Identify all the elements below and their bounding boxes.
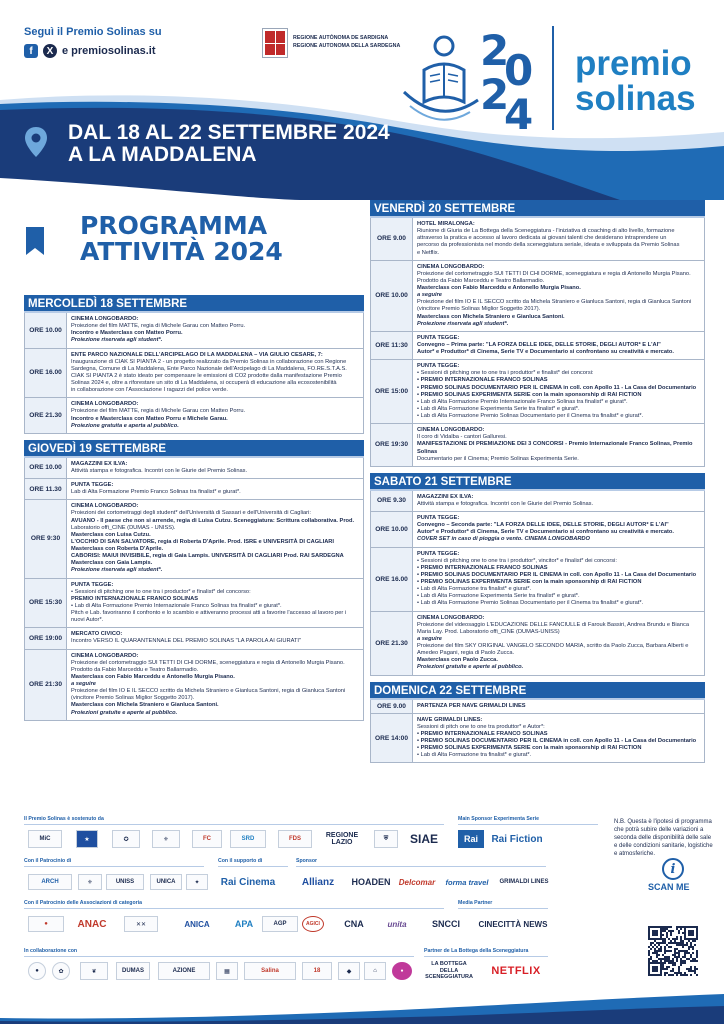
region-name-sardinian: REGIONE AUTÒNOMA DE SARDIGNA bbox=[293, 35, 389, 42]
logo-crest: ⚜ bbox=[152, 830, 180, 848]
program-disclaimer: N.B. Questa è l'ipotesi di programma che potrà subire delle variazioni a seconda delle disponibilità delle sale e delle condizioni sanitarie, logistiche e atmosferiche. bbox=[614, 819, 713, 858]
event-line: • Lab di Alta Formazione Premio Internazionale Franco Solinas tra finalist* e giurat*. bbox=[417, 398, 628, 405]
brand-divider bbox=[552, 26, 554, 130]
event-description bbox=[67, 458, 251, 478]
event-line: Riunione di Giuria de La Bottega della Sceneggiatura - l'iniziativa di coaching di alto livello, formazione bbox=[417, 228, 675, 235]
logo-anica: ANICA bbox=[184, 919, 210, 929]
logo-film-commission: FC bbox=[192, 830, 222, 848]
event-description bbox=[413, 491, 597, 511]
event-line: CABORISI: MAIUI INVISIBILE, regia di Gaia Lampis. UNIVERSITÀ DI CAGLIARI Prod. RAI SARDEGNA bbox=[71, 553, 344, 560]
event-line: MAGAZZINI EX ILVA: bbox=[417, 493, 474, 500]
event-line: Attività stampa e fotografica. Incontri con le Giurie del Premio Solinas. bbox=[71, 467, 248, 474]
schedule-row bbox=[370, 360, 705, 424]
event-line: Masterclass con Gaia Lampis. bbox=[71, 560, 153, 567]
event-time: ORE 9:30 bbox=[25, 500, 67, 577]
schedule-row bbox=[24, 398, 364, 434]
logo-patrocinio-3: UNISS bbox=[106, 874, 144, 890]
logo-cinecitta-news: CINECITTÀ NEWS bbox=[478, 919, 548, 929]
event-line: PARTENZA PER NAVE GRIMALDI LINES bbox=[417, 702, 526, 709]
event-time: ORE 9.30 bbox=[371, 491, 413, 511]
event-line: Laboratorio offi_CINE (DUMAS - UNISS). bbox=[71, 524, 176, 531]
event-description bbox=[67, 479, 245, 499]
day-block bbox=[370, 682, 705, 764]
schedule-row bbox=[24, 349, 364, 399]
social-links bbox=[24, 44, 156, 58]
year-digit: 0 bbox=[504, 46, 534, 95]
event-time: ORE 11.30 bbox=[25, 479, 67, 499]
event-time: ORE 10.00 bbox=[25, 458, 67, 478]
event-line: Inaugurazione di CIAK SI PIANTA 2 - un progetto realizzato da Premio Solinas in collaborazione con Regione bbox=[71, 358, 347, 365]
event-line: MANIFESTAZIONE DI PREMIAZIONE DEI 3 CONCORSI - Premio Internazionale Franco Solinas, Premio Solinas bbox=[417, 441, 693, 455]
event-description bbox=[67, 349, 351, 398]
event-line: (vincitore Premio Solinas Miglior Soggetto 2017). bbox=[71, 695, 195, 702]
patronage-assoc-label: Con il Patrocinio delle Associazioni di categoria bbox=[24, 900, 142, 906]
day-header: MERCOLEDÌ 18 SETTEMBRE bbox=[24, 295, 364, 313]
region-name-italian: REGIONE AUTONOMA DELLA SARDEGNA bbox=[293, 43, 401, 49]
schedule-row bbox=[24, 579, 364, 629]
header bbox=[0, 0, 724, 200]
follow-text: Seguì il Premio Solinas su bbox=[24, 26, 162, 38]
logo-hoaden: HOADEN bbox=[351, 877, 391, 887]
event-line: percorso da professionista nel mondo della sceneggiatura seriale, ideata e sviluppata da Premio Solinas bbox=[417, 242, 680, 249]
day-block bbox=[370, 473, 705, 676]
event-line: • PREMIO SOLINAS EXPERIMENTA SERIE con la main sponsorship di RAI FICTION bbox=[417, 391, 642, 398]
event-line: Prodotto da Fabio Marceddu e Teatro Ballarmadio. bbox=[417, 277, 545, 284]
event-line: Convegno – Seconda parte: "LA FORZA DELLE IDEE, DELLE STORIE, DEGLI AUTOR* E L'AI" bbox=[417, 522, 669, 529]
logo-fondazione: FDS bbox=[278, 830, 312, 848]
schedule-row bbox=[24, 479, 364, 500]
year-digit: 2 bbox=[480, 70, 510, 119]
schedule-left-column bbox=[24, 295, 364, 727]
event-description bbox=[67, 628, 305, 648]
event-line: Amedeo Pagani, regia di Paolo Zucca. bbox=[417, 650, 515, 657]
event-description bbox=[413, 700, 530, 713]
logo-forma-travel: forma travel bbox=[445, 877, 489, 887]
logo-cna: CNA bbox=[344, 919, 364, 929]
event-line: • Lab di Alta Formazione Experimenta Serie tra finalist* e giurat*. bbox=[417, 593, 580, 600]
event-line: Pitch e Lab. favoriranno il confronto e lo scambio e attiveranno processi atti a favorire l'accesso al lavoro per i bbox=[71, 610, 347, 616]
bottega-partner-label: Partner de La Bottega della Sceneggiatura bbox=[424, 948, 529, 954]
event-line: • PREMIO SOLINAS DOCUMENTARIO PER IL CINEMA in coll. con Apollo 11 - La Casa del Documentario bbox=[417, 738, 697, 744]
event-line: Proiezione del film MATTE, regia di Michele Garau con Matteo Porru. bbox=[71, 408, 246, 415]
event-line: Il coro di Vidalba - cantori Galluresi. bbox=[417, 434, 507, 441]
event-line: • Lab di Alta Formazione Premio Internazionale Franco Solinas tra finalist* e giurat*. bbox=[71, 602, 282, 609]
event-line: e Netflix. bbox=[417, 249, 440, 256]
logo-comune: ⛨ bbox=[374, 830, 398, 848]
patronage-label: Con il Patrocinio di bbox=[24, 858, 72, 864]
schedule-right-column bbox=[370, 200, 705, 769]
event-line: Proiezione del film MATTE, regia di Michele Garau con Matteo Porru. bbox=[71, 323, 246, 330]
event-line: Sessioni di pitch one to one tra produttor* e Autor*: bbox=[417, 723, 545, 730]
event-line: MERCATO CIVICO: bbox=[71, 631, 123, 638]
event-line: • Sessioni di pitching one to one tra i productor* e finalist* del concorso: bbox=[71, 588, 251, 595]
logo-collab-1: ● bbox=[28, 962, 46, 980]
year-digit: 2 bbox=[480, 26, 510, 75]
event-line: • PREMIO INTERNAZIONALE FRANCO SOLINAS bbox=[417, 564, 548, 571]
logo-collab-9: ◆ bbox=[338, 962, 360, 980]
event-line: Proiezione del film SKY ORIGINAL VANGELO SECONDO MARIA, scritto da Paolo Zucca, Barbara Alberti e bbox=[417, 643, 689, 649]
day-header: DOMENICA 22 SETTEMBRE bbox=[370, 682, 705, 700]
logo-siae: SIAE bbox=[409, 832, 438, 846]
collaboration-label: In collaborazione con bbox=[24, 948, 78, 954]
event-line: Masterclass con Paolo Zucca. bbox=[417, 657, 498, 664]
event-line: CINEMA LONGOBARDO: bbox=[417, 427, 485, 434]
sardinia-crest-icon bbox=[262, 28, 288, 58]
event-line: PUNTA TEGGE: bbox=[417, 363, 460, 370]
schedule-row bbox=[370, 714, 705, 764]
event-line: • PREMIO INTERNAZIONALE FRANCO SOLINAS bbox=[417, 377, 548, 384]
schedule-row bbox=[24, 650, 364, 721]
event-time: ORE 16.00 bbox=[371, 548, 413, 611]
event-line: • PREMIO INTERNAZIONALE FRANCO SOLINAS bbox=[417, 730, 548, 737]
sponsor-label: Sponsor bbox=[296, 858, 318, 864]
day-block bbox=[370, 200, 705, 467]
schedule-row bbox=[370, 332, 705, 360]
event-time: ORE 21:30 bbox=[25, 650, 67, 720]
event-line: L'OCCHIO DI SAN SALVATORE, regia di Roberta D'Aprile. Prod. ISRE e UNIVERSITÀ DI CAGLIARI bbox=[71, 538, 334, 545]
event-line: MAGAZZINI EX ILVA: bbox=[71, 460, 128, 467]
event-line: Masterclass con Michela Straniero e Gianluca Santoni. bbox=[71, 702, 219, 709]
event-line: Autor* e Produttor* di Cinema, Serie TV e Documentario si confrontano su creatività e mercato. bbox=[417, 529, 674, 536]
event-time: ORE 16.00 bbox=[25, 349, 67, 398]
logo-regione-lazio: REGIONE LAZIO bbox=[325, 832, 359, 846]
event-line: CINEMA LONGOBARDO: bbox=[71, 503, 139, 510]
event-line: Proiezione del videosaggio L'EDUCAZIONE DELLE FANCIULLE di Farouk Bassiri, Andrea Brundu e Bianca bbox=[417, 621, 690, 628]
event-line: • Sessioni di pitching one to one tra i produttor*, vincitor* e finalist* dei concorsi: bbox=[417, 557, 617, 564]
reader-illustration bbox=[400, 30, 480, 126]
facebook-icon[interactable]: f bbox=[24, 44, 38, 58]
day-block bbox=[24, 440, 364, 721]
event-line: a seguire bbox=[417, 292, 442, 299]
event-line: CINEMA LONGOBARDO: bbox=[71, 401, 139, 408]
event-line: CINEMA LONGOBARDO: bbox=[71, 316, 139, 322]
bottom-wave bbox=[0, 990, 724, 1024]
logo-allianz: Allianz bbox=[301, 876, 335, 888]
schedule-row bbox=[370, 700, 705, 714]
event-time: ORE 15:00 bbox=[371, 360, 413, 423]
eu-flag-icon: ★ bbox=[76, 830, 98, 848]
bookmark-icon bbox=[24, 227, 46, 257]
logo-collab-8: 18 bbox=[302, 962, 332, 980]
qr-code[interactable] bbox=[648, 926, 698, 976]
event-line: PUNTA TEGGE: bbox=[71, 581, 114, 588]
event-description bbox=[413, 218, 683, 260]
event-line: Proiezione del cortometraggio SUI TETTI DI CHI DORME, sceneggiatura e regia di Antonello Murgia Pisano. bbox=[417, 270, 691, 277]
event-time: ORE 15:30 bbox=[25, 579, 67, 628]
schedule-row bbox=[370, 218, 705, 261]
logo-patrocinio-4: UNICA bbox=[150, 874, 182, 890]
event-line: • PREMIO SOLINAS EXPERIMENTA SERIE con la main sponsorship di RAI FICTION bbox=[417, 745, 642, 752]
event-line: CINEMA LONGOBARDO: bbox=[417, 614, 485, 621]
event-line: • Lab di Alta Formazione Premio Solinas Documentario per il Cinema tra finalist* e giurat*. bbox=[417, 413, 644, 419]
event-line: • PREMIO SOLINAS DOCUMENTARIO PER IL CINEMA in coll. con Apollo 11 - La Casa del Documentario bbox=[417, 571, 697, 578]
schedule-row bbox=[24, 313, 364, 349]
event-description bbox=[413, 714, 700, 763]
event-line: Masterclass con Luisa Cutzu. bbox=[71, 531, 151, 538]
event-line: nuovi Autor*. bbox=[71, 617, 104, 624]
event-time: ORE 19:30 bbox=[371, 424, 413, 466]
event-line: • Sessioni di pitching one to one tra i produttor* e finalist* dei concorsi: bbox=[417, 370, 594, 377]
logo-collab-2: ✿ bbox=[52, 962, 70, 980]
logo-patrocinio-5: ✦ bbox=[186, 874, 208, 890]
event-time: ORE 10.00 bbox=[371, 261, 413, 331]
event-line: CINEMA LONGOBARDO: bbox=[417, 263, 485, 270]
logo-ministero: MiC bbox=[28, 830, 62, 848]
event-description bbox=[67, 650, 349, 720]
event-line: Maria Lay. Prod. Laboratorio offi_CINE (DUMAS-UNISS) bbox=[417, 628, 560, 635]
event-line: a seguire bbox=[71, 681, 96, 687]
schedule-row bbox=[24, 458, 364, 479]
logo-assoc-2: ✕✕ bbox=[124, 916, 158, 932]
event-line: attraverso la pratica e accesso al lavoro dedicata ai giovani talenti che desiderano intraprendere un bbox=[417, 235, 667, 242]
event-description bbox=[413, 360, 700, 423]
event-line: Proiezioni gratuite e aperte al pubblico. bbox=[417, 664, 524, 671]
logo-collab-4: DUMAS bbox=[116, 962, 150, 980]
logo-assoc-1: ● bbox=[28, 916, 64, 932]
schedule-row bbox=[24, 628, 364, 649]
supported-by-label: Il Premio Solinas è sostenuto da bbox=[24, 816, 104, 822]
event-line: Proiezioni dei cortometraggi degli student* dell'Università di Sassari e dell'Università di Cagliari: bbox=[71, 510, 311, 517]
event-line: Proiezione del cortometraggio SUI TETTI DI CHI DORME, sceneggiatura e regia di Antonello Murgia Pisano. bbox=[71, 659, 345, 666]
event-line: Convegno – Prima parte: "LA FORZA DELLE IDEE, DELLE STORIE, DEGLI AUTOR* E L'AI" bbox=[417, 341, 661, 348]
main-sponsor-label: Main Sponsor Experimenta Serie bbox=[458, 816, 540, 822]
schedule-row bbox=[370, 548, 705, 612]
event-line: Solinas 2024 e, oltre a riforestare un sito di La Maddalena, si occuperà di educazione alla ecosostenibilità bbox=[71, 380, 337, 386]
info-icon: i bbox=[662, 858, 684, 880]
logo-rai-fiction: Rai Fiction bbox=[491, 833, 543, 845]
event-time: ORE 10.00 bbox=[25, 313, 67, 348]
event-time: ORE 11:30 bbox=[371, 332, 413, 359]
logo-collab-3: ❦ bbox=[80, 962, 108, 980]
logo-grimaldi-lines: GRIMALDI LINES bbox=[499, 879, 549, 885]
year-digit: 4 bbox=[504, 90, 534, 139]
event-line: Proiezione riservata agli student*. bbox=[71, 567, 163, 574]
logo-repubblica: ✪ bbox=[112, 830, 140, 848]
event-line: CINEMA LONGOBARDO: bbox=[71, 652, 139, 659]
event-dates: DAL 18 AL 22 SETTEMBRE 2024 A LA MADDALENA bbox=[68, 121, 390, 167]
website-link[interactable]: e premiosolinas.it bbox=[62, 45, 156, 57]
event-description bbox=[67, 313, 249, 348]
event-line: Proiezione del film IO E IL SECCO scritto da Michela Straniero e Gianluca Santoni, regia di Gianluca Santoni bbox=[71, 688, 346, 695]
logo-collab-10: ⌂ bbox=[364, 962, 386, 980]
event-line: Incontro e Masterclass con Matteo Porru. bbox=[71, 330, 183, 337]
event-line: (vincitore Premio Solinas Miglior Soggetto 2017). bbox=[417, 306, 541, 313]
event-line: Documentario per il Cinema; Premio Solinas Experimenta Serie. bbox=[417, 455, 579, 462]
location-pin-icon bbox=[24, 126, 48, 158]
event-line: Proiezione riservata agli student*. bbox=[71, 337, 163, 344]
event-description bbox=[413, 332, 678, 359]
event-line: Prodotto da Fabio Marceddu e Teatro Ballarmadio. bbox=[71, 666, 199, 673]
event-description bbox=[67, 398, 249, 433]
day-header: SABATO 21 SETTEMBRE bbox=[370, 473, 705, 491]
event-line: Sardegna, Comune di La Maddalena, Ente Parco Nazionale dell'Arcipelago di La Maddalena, FO.RE.S.T.A.S. bbox=[71, 365, 347, 372]
region-logo bbox=[262, 28, 400, 58]
scan-me-label: SCAN ME bbox=[648, 882, 690, 892]
logo-patrocinio-1: ARCH bbox=[28, 874, 72, 890]
schedule-row bbox=[370, 261, 705, 332]
media-partner-label: Media Partner bbox=[458, 900, 493, 906]
logo-netflix: NETFLIX bbox=[491, 965, 541, 977]
event-line: PUNTA TEGGE: bbox=[71, 482, 114, 488]
support-label: Con il supporto di bbox=[218, 858, 263, 864]
event-line: • Lab di Alta Formazione tra finalist* e giurat*. bbox=[417, 586, 532, 593]
event-line: Attività stampa e fotografica. Incontri con le Giurie del Premio Solinas. bbox=[417, 500, 594, 507]
event-description bbox=[413, 612, 693, 675]
event-description bbox=[413, 512, 678, 547]
event-line: • PREMIO SOLINAS DOCUMENTARIO PER IL CINEMA in coll. con Apollo 11 - La Casa del Documentario bbox=[417, 384, 697, 391]
event-line: Masterclass con Michela Straniero e Gianluca Santoni. bbox=[417, 313, 565, 320]
event-line: Incontro VERSO IL QUARANTENNALE DEL PREMIO SOLINAS "LA PAROLA AI GIURATI" bbox=[71, 638, 302, 645]
event-line: • Lab di Alta Formazione tra finalist* e giurat*. bbox=[417, 752, 532, 759]
logo-sncci: SNCCI bbox=[431, 919, 460, 929]
logo-assoc-3: AGP bbox=[262, 916, 298, 932]
day-header: GIOVEDÌ 19 SETTEMBRE bbox=[24, 440, 364, 458]
page-title: PROGRAMMA ATTIVITÀ 2024 bbox=[80, 211, 283, 267]
event-line: Proiezione del film IO E IL SECCO scritto da Michela Straniero e Gianluca Santoni, regia di Gianluca Santoni bbox=[417, 299, 692, 306]
event-description bbox=[413, 424, 704, 466]
event-time: ORE 14:00 bbox=[371, 714, 413, 763]
logo-apa: APA bbox=[234, 919, 254, 929]
event-line: PUNTA TEGGE: bbox=[417, 550, 460, 557]
event-line: Incontro e Masterclass con Matteo Porru e Michele Garau. bbox=[71, 415, 228, 422]
logo-anac: ANAC bbox=[77, 918, 107, 930]
event-description bbox=[413, 548, 700, 611]
event-description bbox=[67, 500, 358, 577]
event-line: Masterclass con Fabio Marceddu e Antonello Murgia Pisano. bbox=[417, 285, 581, 291]
schedule-row bbox=[370, 612, 705, 676]
logo-agici: AGICI bbox=[302, 916, 324, 932]
event-line: • PREMIO SOLINAS EXPERIMENTA SERIE con la main sponsorship di RAI FICTION bbox=[417, 579, 642, 585]
event-line: CIAK SI PIANTA 2 è stato ideato per compensare le emissioni di CO2 prodotte dalla manifestazione Premio bbox=[71, 372, 342, 379]
event-line: Lab di Alta Formazione Premio Franco Solinas tra finalist* e giurat*. bbox=[71, 489, 241, 496]
event-line: Proiezione riservata agli student*. bbox=[417, 320, 509, 327]
event-line: a seguire bbox=[417, 635, 442, 642]
event-line: • Lab di Alta Formazione Experimenta Serie tra finalist* e giurat*. bbox=[417, 405, 580, 412]
event-line: AVUANO - Il paese che non si arrende, regia di Luisa Cutzu. Sceneggiatura: Scrittura collaborativa. Prod. bbox=[71, 517, 355, 524]
logo-collab-7: Salina bbox=[244, 962, 296, 980]
event-line: PREMIO INTERNAZIONALE FRANCO SOLINAS bbox=[71, 595, 199, 602]
event-line: HOTEL MIRALONGA: bbox=[417, 221, 475, 227]
event-time: ORE 19:00 bbox=[25, 628, 67, 648]
schedule-row bbox=[370, 512, 705, 548]
event-line: in collaborazione con l'Associazione I ragazzi del police verde. bbox=[71, 387, 228, 394]
logo-collab-5: AZIONE bbox=[158, 962, 210, 980]
event-line: COVER SET in caso di pioggia o vento. CINEMA LONGOBARDO bbox=[417, 536, 590, 543]
schedule-row bbox=[24, 500, 364, 578]
logo-sardegna: SRD bbox=[230, 830, 266, 848]
event-time: ORE 21.30 bbox=[371, 612, 413, 675]
logo-rai-cinema: Rai Cinema bbox=[220, 876, 276, 888]
event-time: ORE 9.00 bbox=[371, 700, 413, 713]
event-line: Autor* e Produttor* di Cinema, Serie TV e Documentario si confrontano su creatività e mercato. bbox=[417, 349, 674, 355]
logo-delcomar: Delcomar bbox=[398, 877, 436, 887]
event-time: ORE 21.30 bbox=[25, 398, 67, 433]
day-block bbox=[24, 295, 364, 434]
event-line: PUNTA TEGGE: bbox=[417, 334, 460, 341]
event-description bbox=[413, 261, 695, 331]
logo-collab-6: ▦ bbox=[216, 962, 238, 980]
logo-unita: unita bbox=[387, 919, 407, 929]
event-time: ORE 10.00 bbox=[371, 512, 413, 547]
event-line: Proiezioni gratuite e aperte al pubblico. bbox=[71, 709, 178, 716]
event-line: PUNTA TEGGE: bbox=[417, 515, 460, 521]
event-line: • Lab di Alta Formazione Premio Solinas Documentario per il Cinema tra finalist* e giurat*. bbox=[417, 600, 644, 607]
day-header: VENERDÌ 20 SETTEMBRE bbox=[370, 200, 705, 218]
schedule-row bbox=[370, 424, 705, 467]
logo-bottega: LA BOTTEGA DELLA SCENEGGIATURA bbox=[425, 961, 473, 981]
logo-collab-11: ● bbox=[392, 962, 412, 980]
event-description bbox=[67, 579, 350, 628]
event-line: Masterclass con Roberta D'Aprile. bbox=[71, 546, 164, 552]
event-line: Masterclass con Fabio Marceddu e Antonello Murgia Pisano. bbox=[71, 673, 235, 680]
schedule-row bbox=[370, 491, 705, 512]
event-line: Proiezione gratuita e aperta al pubblico. bbox=[71, 422, 179, 429]
brand-logo: premio solinas bbox=[575, 44, 696, 118]
event-time: ORE 9.00 bbox=[371, 218, 413, 260]
logo-rai: Rai bbox=[458, 830, 484, 848]
event-line: NAVE GRIMALDI LINES: bbox=[417, 716, 483, 723]
event-line: ENTE PARCO NAZIONALE DELL'ARCIPELAGO DI LA MADDALENA – VIA GIULIO CESARE, 7: bbox=[71, 351, 323, 358]
x-icon[interactable]: X bbox=[43, 44, 57, 58]
logo-patrocinio-2: ⚜ bbox=[78, 874, 102, 890]
